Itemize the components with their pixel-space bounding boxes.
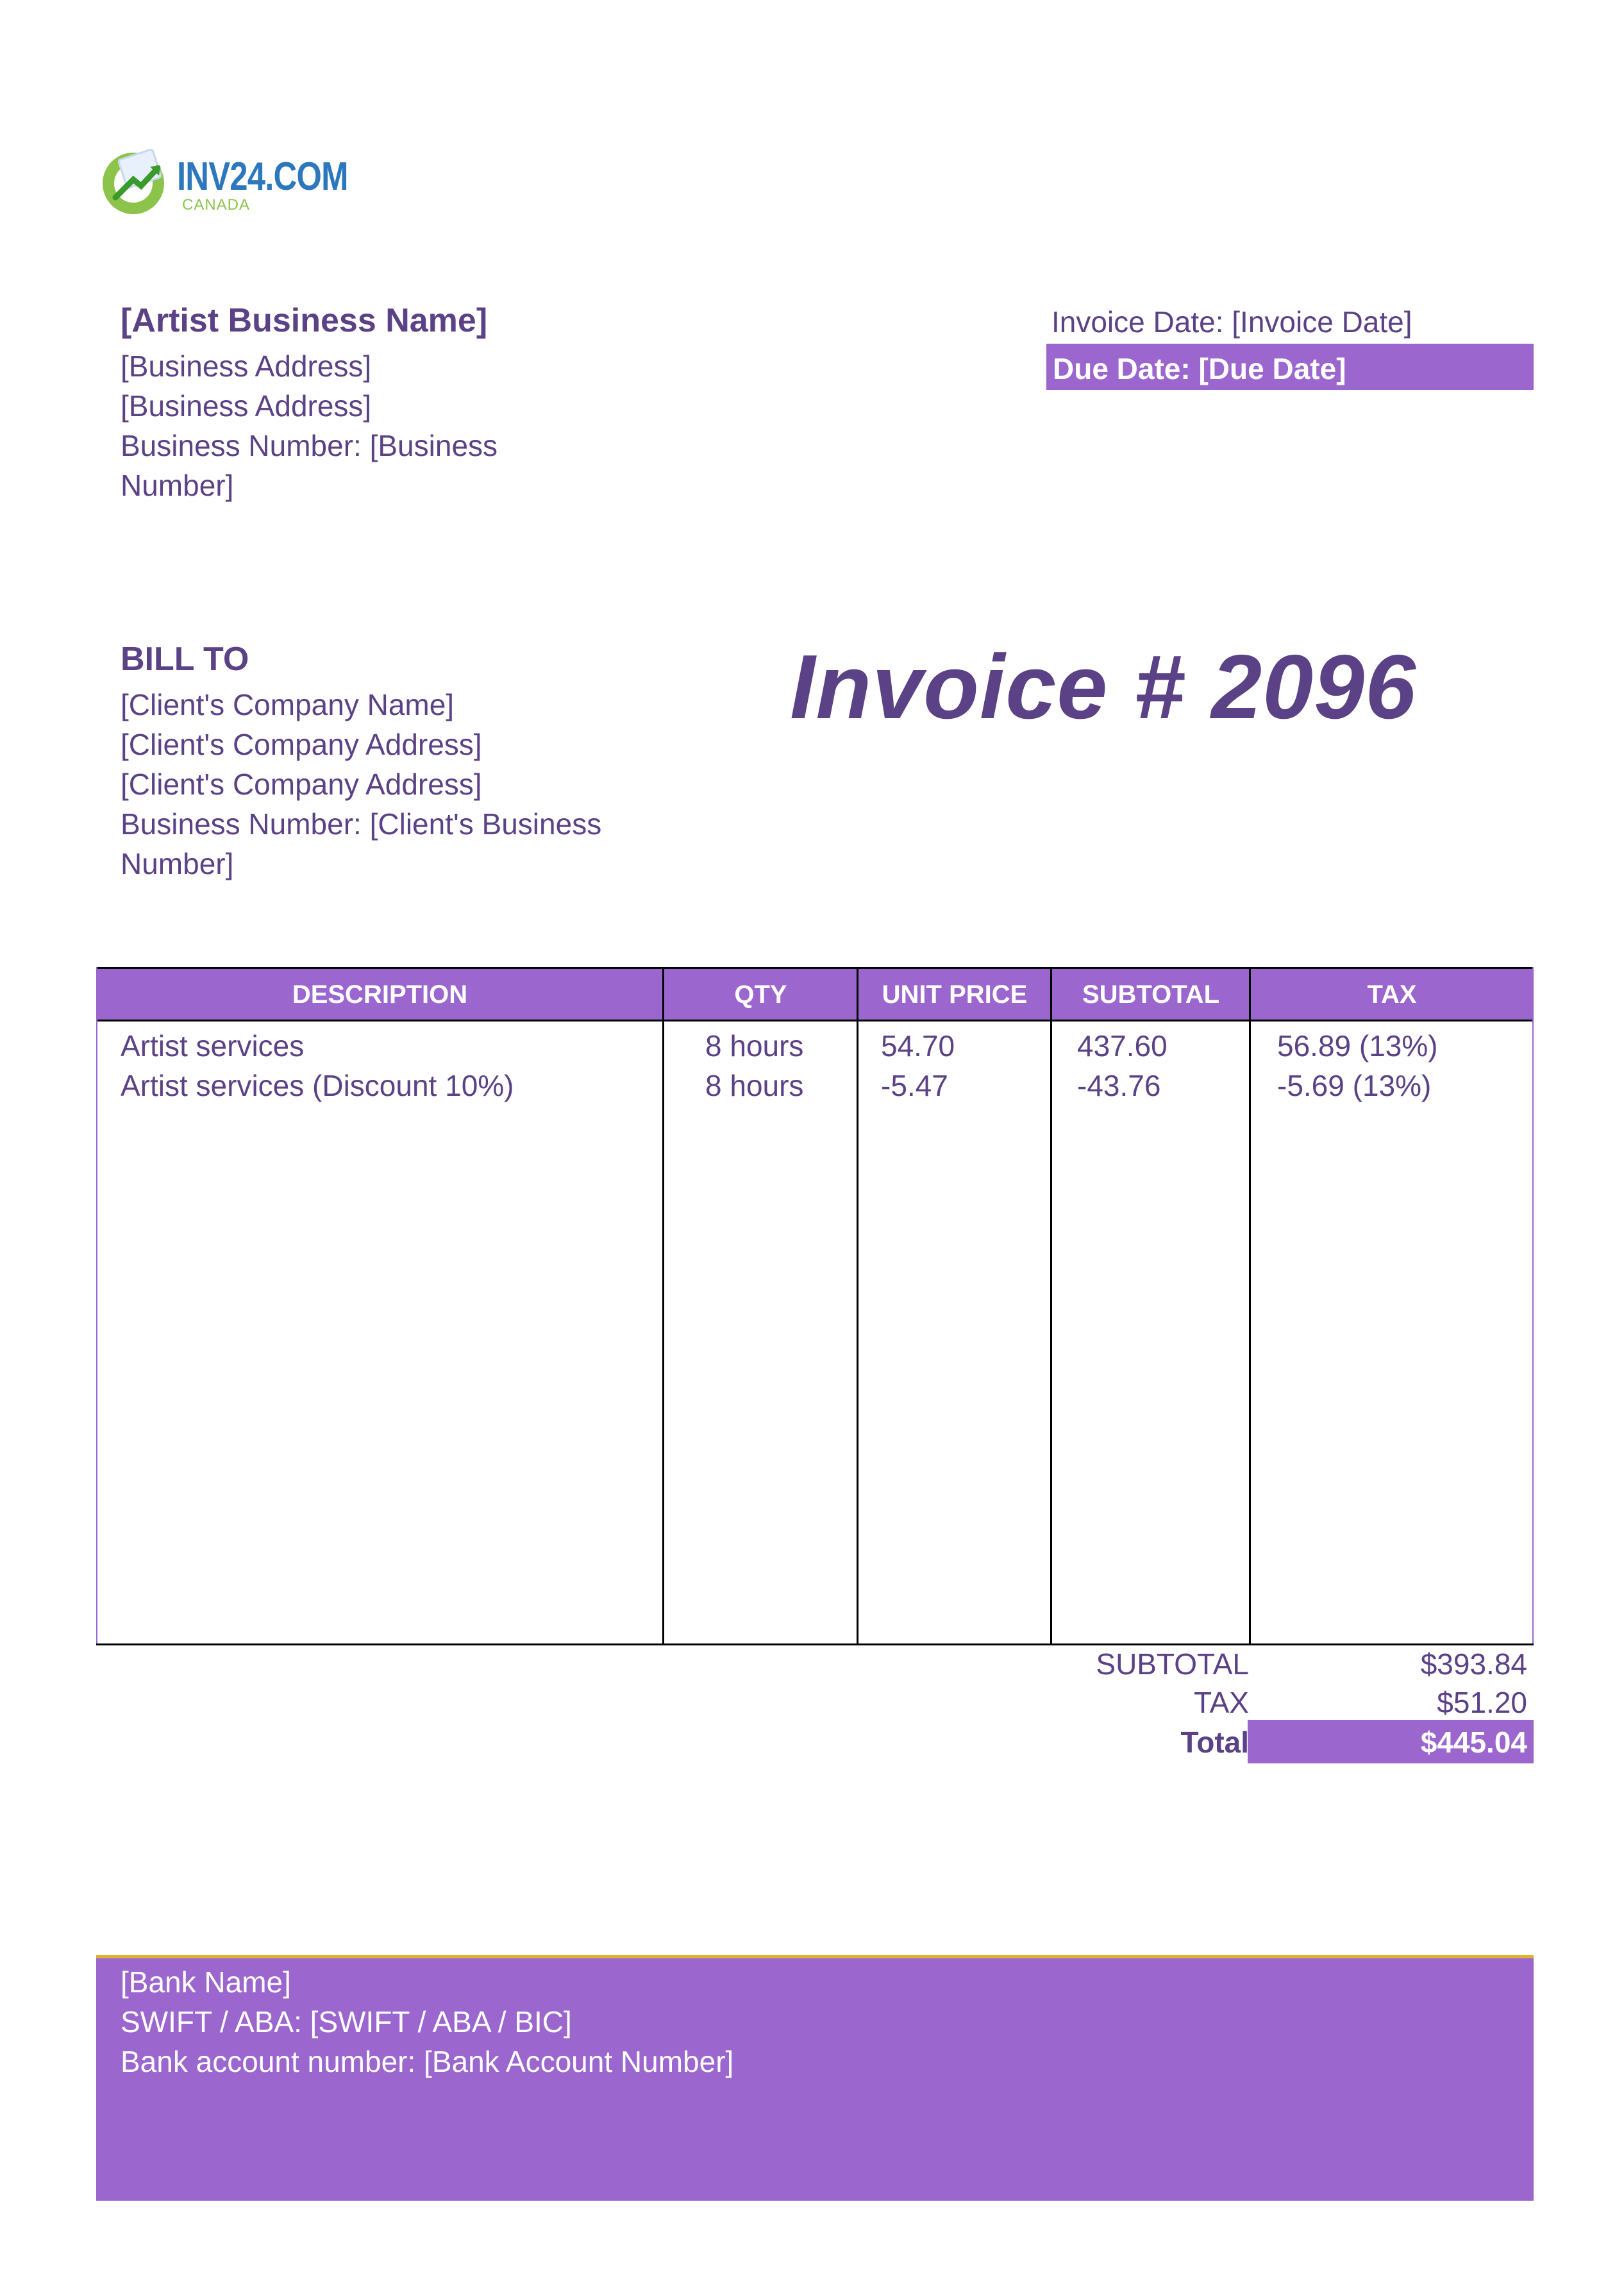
- total-label: Total: [1180, 1726, 1249, 1759]
- table-border-left: [96, 967, 97, 1645]
- due-date: Due Date: [Due Date]: [1053, 352, 1346, 385]
- subtotal-label: SUBTOTAL: [1096, 1647, 1249, 1681]
- table-cell-tax: 56.89 (13%): [1277, 1029, 1438, 1063]
- tax-label: TAX: [1193, 1686, 1249, 1719]
- bill-to-line: Number]: [121, 847, 234, 880]
- column-divider: [1050, 967, 1052, 1645]
- column-divider: [1249, 967, 1251, 1645]
- column-header-unit-price: UNIT PRICE: [882, 980, 1028, 1009]
- table-cell-subtotal: 437.60: [1077, 1029, 1168, 1063]
- column-divider: [662, 967, 664, 1645]
- table-cell-qty: 8 hours: [705, 1069, 804, 1102]
- column-divider: [857, 967, 858, 1645]
- table-cell-description: Artist services (Discount 10%): [121, 1069, 514, 1102]
- seller-name: [Artist Business Name]: [121, 302, 488, 339]
- bill-to-line: [Client's Company Address]: [121, 728, 482, 761]
- company-logo: [96, 141, 348, 218]
- seller-address: [121, 346, 569, 505]
- bill-to-address: [121, 685, 698, 884]
- invoice-date: Invoice Date: [Invoice Date]: [1051, 305, 1412, 339]
- column-header-subtotal: SUBTOTAL: [1082, 980, 1220, 1009]
- column-header-qty: QTY: [734, 980, 787, 1009]
- bill-to-line: [Client's Company Name]: [121, 688, 455, 721]
- table-bottom-border: [96, 1643, 1534, 1645]
- bill-to-line: [Client's Company Address]: [121, 768, 482, 801]
- table-border-right: [1532, 967, 1534, 1645]
- total-value: $445.04: [1420, 1726, 1527, 1759]
- column-header-tax: TAX: [1367, 980, 1417, 1009]
- logo-brand-text: INV24.COM: [177, 155, 348, 199]
- seller-line: [Business Address]: [121, 349, 372, 383]
- subtotal-value: $393.84: [1420, 1647, 1527, 1681]
- table-cell-qty: 8 hours: [705, 1029, 804, 1063]
- table-cell-tax: -5.69 (13%): [1277, 1069, 1432, 1102]
- seller-line: Number]: [121, 469, 234, 502]
- table-cell-description: Artist services: [121, 1029, 305, 1063]
- bill-to-heading: BILL TO: [121, 641, 249, 678]
- table-cell-unit-price: -5.47: [881, 1069, 948, 1102]
- invoice-title: Invoice # 2096: [790, 636, 1417, 738]
- column-header-description: DESCRIPTION: [292, 980, 468, 1009]
- bank-name: [Bank Name]: [121, 1965, 291, 1999]
- bank-swift: SWIFT / ABA: [SWIFT / ABA / BIC]: [121, 2005, 572, 2038]
- header-divider: [96, 1020, 1534, 1021]
- bank-details: [121, 1962, 1146, 2081]
- logo-growth-arrow-icon: [96, 141, 173, 218]
- bank-account-number: Bank account number: [Bank Account Number]: [121, 2045, 734, 2078]
- seller-line: Business Number: [Business: [121, 429, 498, 462]
- bill-to-line: Business Number: [Client's Business: [121, 807, 602, 841]
- seller-line: [Business Address]: [121, 389, 372, 423]
- table-cell-unit-price: 54.70: [881, 1029, 955, 1063]
- table-cell-subtotal: -43.76: [1077, 1069, 1161, 1102]
- tax-value: $51.20: [1437, 1686, 1527, 1719]
- line-items-table: [96, 967, 1534, 1645]
- logo-sub-text: CANADA: [182, 196, 251, 214]
